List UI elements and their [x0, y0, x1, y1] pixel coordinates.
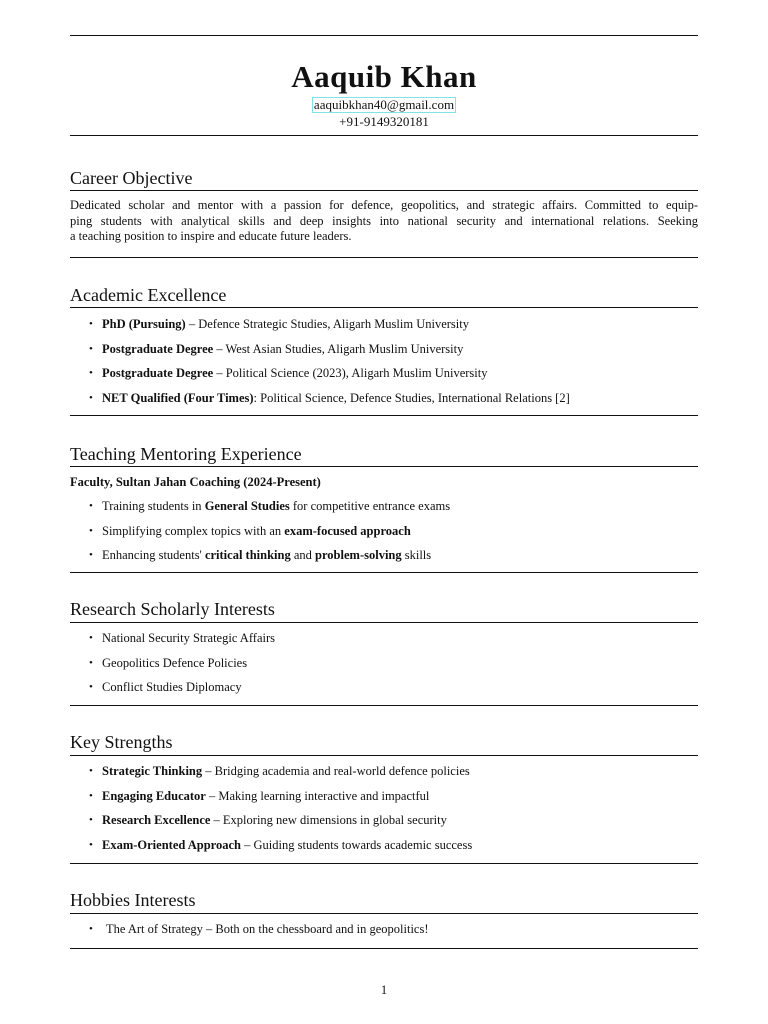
career-line: a teaching position to inspire and educate future leaders.: [70, 229, 352, 243]
career-paragraph: [70, 198, 698, 245]
section-title-career: Career Objective: [70, 168, 193, 188]
teaching-role: Faculty, Sultan Jahan Coaching (2024-Present): [70, 475, 321, 489]
header-bottom-rule: [70, 135, 698, 136]
item-text: and: [290, 548, 316, 562]
academic-list: [70, 317, 698, 406]
item-bold: Engaging Educator: [102, 788, 206, 803]
strengths-list: [70, 764, 698, 853]
list-item: [70, 813, 698, 828]
item-bold: critical thinking: [204, 548, 291, 562]
item-text: – West Asian Studies, Aligarh Muslim University: [213, 341, 464, 356]
item-bold: Strategic Thinking: [102, 764, 203, 778]
list-item: [70, 499, 698, 514]
item-bold: Postgraduate Degree: [102, 341, 214, 356]
bullet-icon: •: [89, 838, 93, 851]
item-text: Training students in: [102, 499, 205, 513]
section-rule: [70, 466, 698, 467]
item-text: – Making learning interactive and impactful: [205, 788, 430, 803]
item-bold: General Studies: [204, 499, 290, 513]
list-item: [70, 922, 698, 937]
email-link[interactable]: aaquibkhan40@gmail.com: [313, 97, 455, 112]
bullet-icon: •: [89, 524, 93, 537]
section-rule: [70, 190, 698, 191]
bullet-icon: •: [89, 814, 93, 826]
list-item: [70, 317, 698, 332]
list-item: [70, 631, 698, 646]
career-line: Dedicated scholar and mentor with a passion for defence, geopolitics, and strategic affairs. Committed to equip-: [70, 198, 698, 212]
hobbies-list: [70, 922, 698, 937]
bullet-icon: •: [89, 765, 93, 777]
item-text: – Guiding students towards academic success: [241, 837, 473, 852]
section-title-research: Research Scholarly Interests: [70, 599, 275, 619]
list-item: [70, 680, 698, 695]
item-bold: problem-solving: [315, 548, 402, 562]
section-rule: [70, 622, 698, 623]
item-bold: Exam-Oriented Approach: [102, 837, 242, 852]
bullet-icon: •: [89, 367, 93, 379]
list-item: [70, 366, 698, 381]
section-rule: [70, 755, 698, 756]
research-list: [70, 631, 698, 695]
list-item: [70, 548, 698, 563]
candidate-name: Aaquib Khan: [291, 59, 477, 94]
teaching-list: [70, 499, 698, 563]
item-text: Simplifying complex topics with an: [102, 523, 285, 538]
item-bold: Research Excellence: [102, 813, 211, 827]
list-item: [70, 524, 698, 539]
header: [70, 60, 698, 129]
section-title-academic: Academic Excellence: [70, 285, 227, 305]
item-text: skills: [401, 548, 432, 562]
item-text: – Bridging academia and real-world defence policies: [202, 764, 470, 778]
bullet-icon: •: [89, 549, 93, 561]
section-title-hobbies: Hobbies Interests: [70, 890, 196, 910]
item-bold: Postgraduate Degree: [102, 366, 214, 380]
bullet-icon: •: [89, 656, 93, 669]
section-title-teaching: Teaching Mentoring Experience: [70, 444, 302, 464]
item-bold: exam-focused approach: [284, 523, 411, 538]
list-item: [70, 838, 698, 853]
bullet-icon: •: [89, 391, 93, 404]
section-divider: [70, 415, 698, 416]
item-text: : Political Science, Defence Studies, International Relations [2]: [253, 390, 570, 405]
page-number: 1: [380, 983, 388, 997]
top-rule: [70, 35, 698, 36]
list-item: [70, 764, 698, 779]
list-item: [70, 391, 698, 406]
section-divider: [70, 572, 698, 573]
item-text: Geopolitics Defence Policies: [102, 655, 248, 670]
item-text: for competitive entrance exams: [289, 499, 451, 513]
item-text: The Art of Strategy – Both on the chessboard and in geopolitics!: [106, 922, 429, 936]
list-item: [70, 342, 698, 357]
item-bold: NET Qualified (Four Times): [102, 390, 254, 405]
item-text: – Political Science (2023), Aligarh Muslim University: [213, 366, 488, 380]
bullet-icon: •: [89, 342, 93, 355]
item-text: – Exploring new dimensions in global security: [210, 813, 447, 827]
item-bold: PhD (Pursuing): [102, 317, 186, 331]
bullet-icon: •: [89, 500, 93, 512]
career-line: ping students with analytical skills and deep insights into national security and international relations. Seeking: [70, 213, 698, 228]
section-divider: [70, 257, 698, 258]
bullet-icon: •: [89, 789, 93, 802]
item-text: National Security Strategic Affairs: [102, 631, 275, 645]
bullet-icon: •: [89, 632, 93, 644]
item-text: Enhancing students': [102, 548, 205, 562]
item-text: – Defence Strategic Studies, Aligarh Muslim University: [185, 317, 469, 331]
bottom-rule: [70, 948, 698, 949]
section-title-strengths: Key Strengths: [70, 732, 173, 752]
item-text: Conflict Studies Diplomacy: [102, 680, 242, 694]
section-rule: [70, 307, 698, 308]
section-rule: [70, 913, 698, 914]
section-divider: [70, 863, 698, 864]
list-item: [70, 789, 698, 804]
section-divider: [70, 705, 698, 706]
bullet-icon: •: [89, 681, 93, 693]
bullet-icon: •: [89, 923, 93, 935]
list-item: [70, 656, 698, 671]
bullet-icon: •: [89, 318, 93, 330]
phone-number: +91-9149320181: [339, 114, 429, 129]
